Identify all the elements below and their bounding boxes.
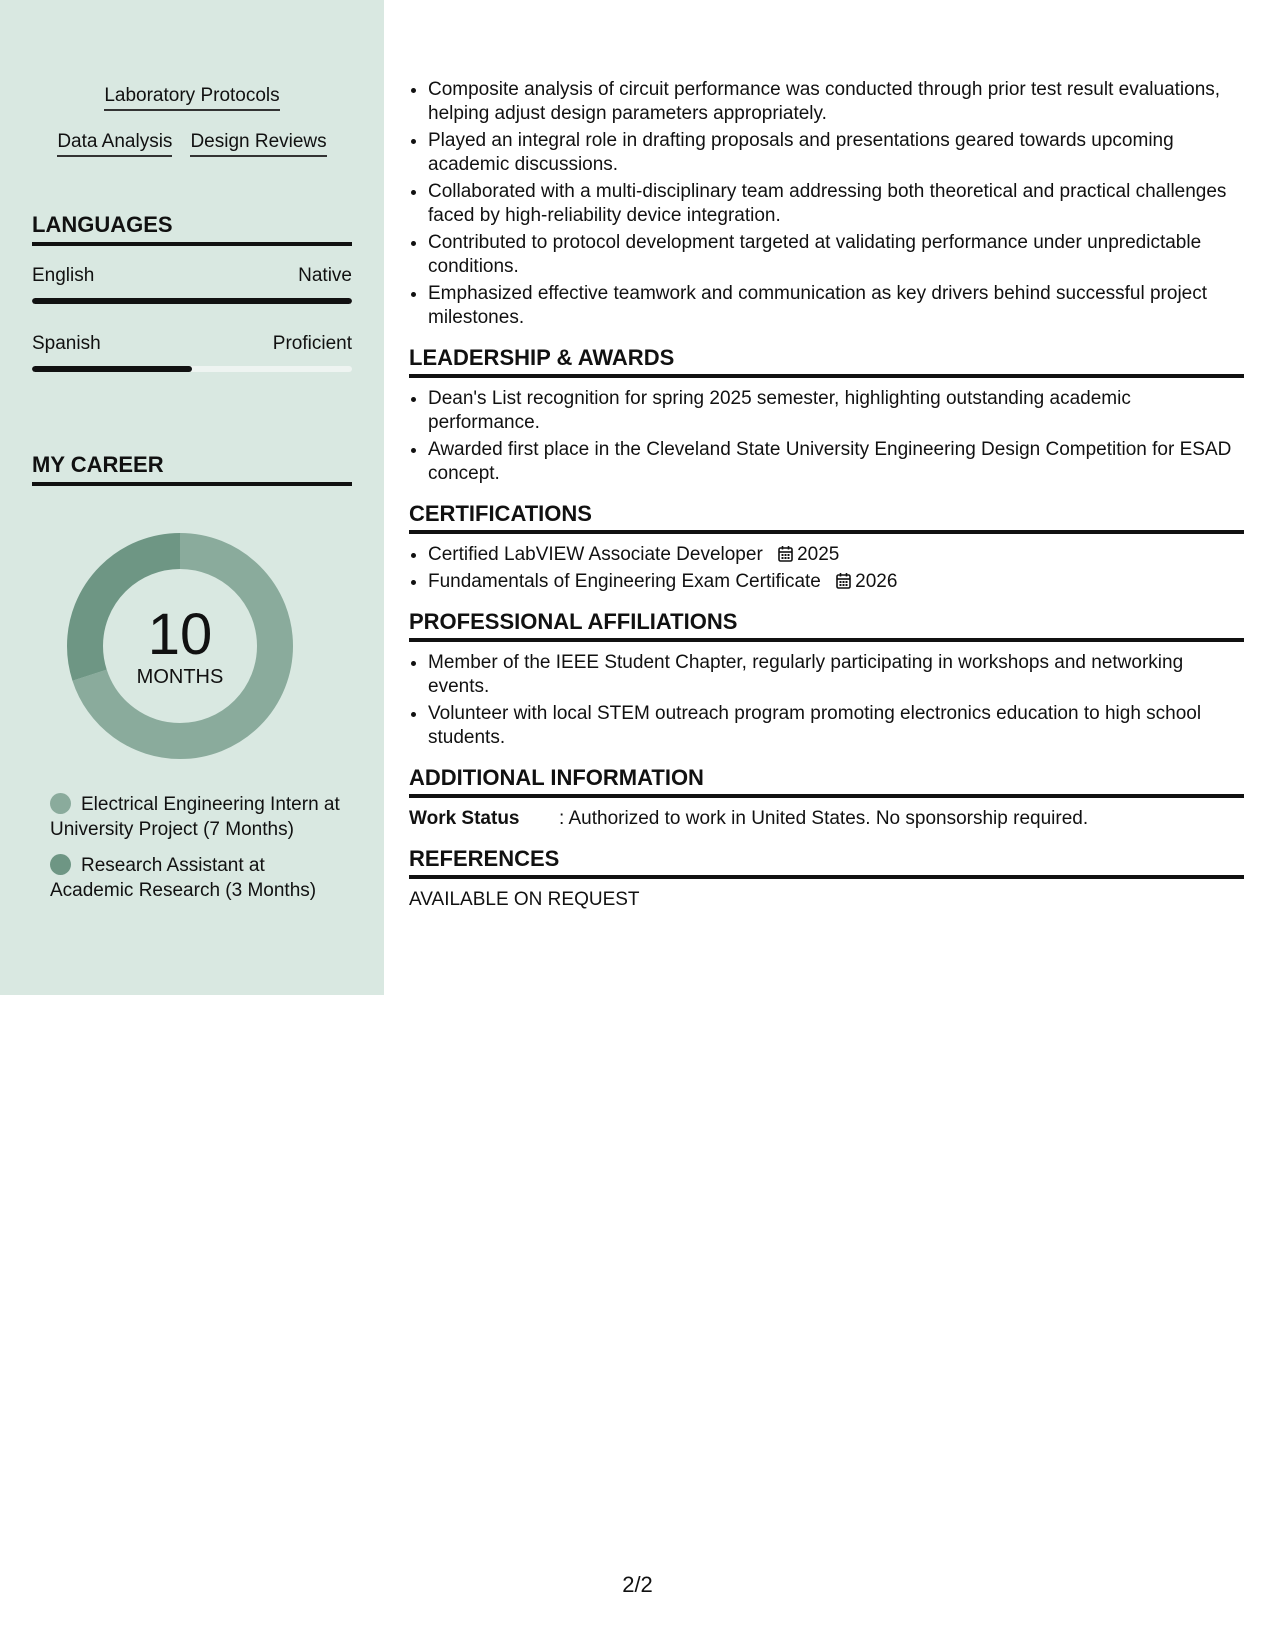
work-status-row (409, 807, 1244, 831)
work-status-value: : Authorized to work in United States. No sponsorship required. (559, 808, 1089, 829)
career-section (32, 451, 352, 486)
leadership-list (409, 387, 1244, 486)
career-legend-label: Electrical Engineering Intern at University Project (7 Months) (50, 794, 340, 840)
career-total-unit: MONTHS (136, 666, 224, 688)
list-item: • Emphasized effective teamwork and communication as key drivers behind successful project milestones. (428, 282, 1244, 330)
skills-row (32, 84, 352, 111)
list-item (428, 543, 1244, 567)
calendar-icon (836, 572, 851, 589)
career-donut-center (66, 532, 294, 760)
career-total-number: 10 (147, 602, 213, 667)
language-name: Spanish (32, 333, 101, 354)
career-heading: MY CAREER (32, 451, 352, 486)
language-level: Native (298, 265, 352, 286)
skill-tag: Design Reviews (190, 130, 326, 157)
experience-bullets (409, 78, 1244, 330)
language-name: English (32, 265, 95, 286)
career-legend-item (50, 853, 350, 903)
skills-tags (32, 84, 352, 176)
languages-heading: LANGUAGES (32, 211, 352, 246)
certification-name: Certified LabVIEW Associate Developer (428, 544, 763, 565)
certifications-heading: CERTIFICATIONS (409, 500, 1244, 534)
language-bar (32, 366, 352, 372)
page-number: 2/2 (622, 1572, 653, 1597)
language-bar (32, 298, 352, 304)
certification-year: 2025 (797, 544, 840, 565)
list-item: • Collaborated with a multi-disciplinary team addressing both theoretical and practical challenges faced by high-reliability device integration. (428, 180, 1244, 228)
list-item: • Played an integral role in drafting proposals and presentations geared towards upcoming academic discussions. (428, 129, 1244, 177)
calendar-icon (778, 545, 793, 562)
list-item: • Dean's List recognition for spring 2025 semester, highlighting outstanding academic performance. (428, 387, 1244, 435)
languages-section (32, 211, 352, 372)
list-item (428, 570, 1244, 594)
language-item (32, 332, 352, 372)
list-item: • Composite analysis of circuit performance was conducted through prior test result evaluations, helping adjust design parameters appropriately. (428, 78, 1244, 126)
language-bar-fill (32, 298, 352, 304)
list-item: • Volunteer with local STEM outreach program promoting electronics education to high school students. (428, 702, 1244, 750)
certifications-list (409, 543, 1244, 594)
work-status-label: Work Status (409, 808, 520, 829)
leadership-heading: LEADERSHIP & AWARDS (409, 344, 1244, 378)
language-bar-fill (32, 366, 192, 372)
legend-dot-icon (50, 793, 71, 814)
certification-name: Fundamentals of Engineering Exam Certificate (428, 571, 821, 592)
career-legend-item (50, 792, 350, 842)
legend-dot-icon (50, 854, 71, 875)
affiliations-heading: PROFESSIONAL AFFILIATIONS (409, 608, 1244, 642)
list-item: • Member of the IEEE Student Chapter, regularly participating in workshops and networking events. (428, 651, 1244, 699)
additional-info-heading: ADDITIONAL INFORMATION (409, 764, 1244, 798)
main-content (409, 78, 1244, 912)
sidebar (0, 0, 384, 995)
language-item (32, 264, 352, 304)
references-text: AVAILABLE ON REQUEST (409, 889, 640, 910)
career-donut-chart (66, 532, 294, 760)
list-item: • Awarded first place in the Cleveland State University Engineering Design Competition for ESAD concept. (428, 438, 1244, 486)
references-heading: REFERENCES (409, 845, 1244, 879)
skill-tag: Laboratory Protocols (104, 84, 279, 111)
skills-row (32, 130, 352, 157)
language-level: Proficient (272, 333, 352, 354)
list-item: • Contributed to protocol development targeted at validating performance under unpredictable conditions. (428, 231, 1244, 279)
skill-tag: Data Analysis (57, 130, 172, 157)
certification-year: 2026 (855, 571, 898, 592)
affiliations-list (409, 651, 1244, 750)
career-legend (50, 792, 350, 914)
career-legend-label: Research Assistant at Academic Research (3 Months) (50, 855, 317, 901)
